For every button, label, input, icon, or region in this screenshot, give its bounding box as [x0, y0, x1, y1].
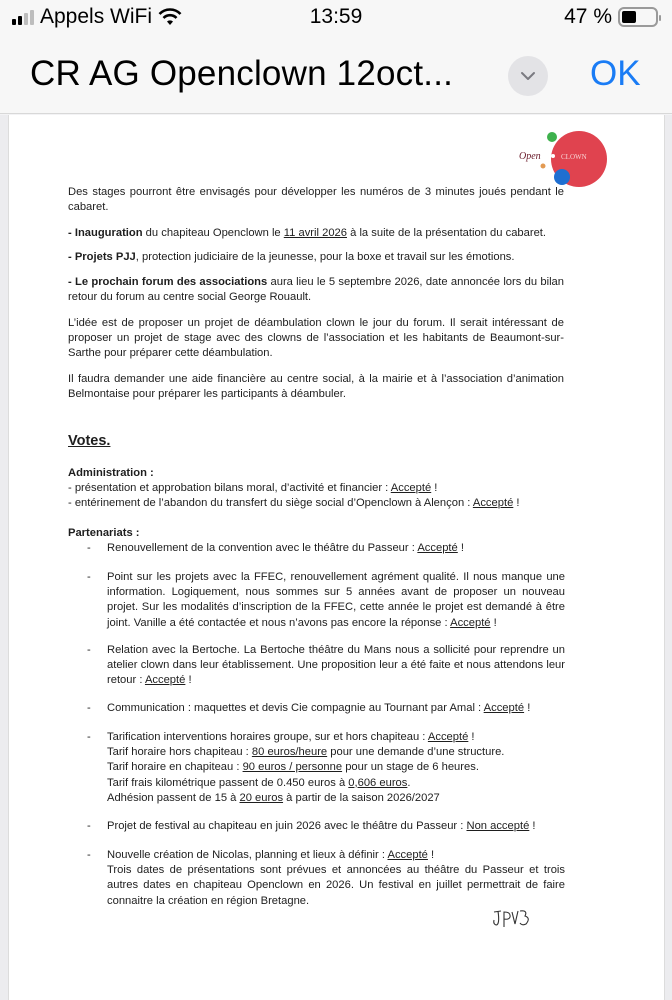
- partenariats-heading: Partenariats :: [68, 527, 140, 539]
- bullet-dash: -: [87, 702, 91, 714]
- votes-heading: Votes.: [68, 433, 111, 449]
- status-bar: [0, 0, 672, 38]
- status-right: [564, 5, 658, 29]
- vote-result: Accepté: [472, 497, 514, 509]
- creation-detail: Trois dates de présentations sont prévues et annoncées au théâtre du Passeur et trois autres dates en chapiteau Openclown en 2026. Un festival en juillet permettrait de faire connaitre la création en région Bretagne.: [107, 864, 565, 907]
- chevron-down-icon: [520, 71, 536, 81]
- forum-paragraph: - Le prochain forum des associations aura lieu le 5 septembre 2026, date annoncée lors du bilan retour du forum au centre social George Rouault.: [68, 276, 565, 304]
- administration-heading: Administration :: [68, 467, 154, 479]
- partenariat-item: Projet de festival au chapiteau en juin 2026 avec le théâtre du Passeur : Non accepté !: [107, 820, 536, 832]
- tarif-line: Adhésion passent de 15 à 20 euros à partir de la saison 2026/2027: [107, 791, 440, 804]
- pjj-paragraph: - Projets PJJ, protection judiciaire de la jeunesse, pour la boxe et travail sur les émotions.: [68, 251, 515, 263]
- tarif-line: Tarif horaire hors chapiteau : 80 euros/heure pour une demande d’une structure.: [107, 746, 505, 759]
- ok-button[interactable]: OK: [590, 54, 641, 93]
- document-title[interactable]: CR AG Openclown 12oct...: [30, 54, 454, 93]
- vote-result: Accepté: [427, 731, 469, 743]
- admin-vote-1: - présentation et approbation bilans moral, d’activité et financier : Accepté !: [68, 482, 438, 494]
- inauguration-paragraph: - Inauguration du chapiteau Openclown le 11 avril 2026 à la suite de la présentation du cabaret.: [68, 227, 547, 239]
- partenariat-item: Communication : maquettes et devis Cie compagnie au Tournant par Amal : Accepté !: [107, 702, 531, 714]
- vote-result: Accepté: [417, 542, 458, 554]
- openclown-logo: [519, 129, 609, 189]
- vote-result: Accepté: [483, 702, 525, 714]
- partenariat-item: Nouvelle création de Nicolas, planning et lieux à définir : Accepté ! Trois dates de présentations sont prévues et annoncées au théâtre du Passeur et trois autres dates en chapiteau Openclown en 2026. Un festival en juillet permettrait de faire connaitre la création en région Bretagne.: [107, 848, 565, 909]
- document-header: [0, 38, 672, 114]
- clock: 13:59: [309, 5, 363, 28]
- bullet-dash: -: [87, 820, 91, 832]
- inauguration-date: 11 avril 2026: [283, 227, 347, 239]
- vote-result: Non accepté: [466, 820, 530, 832]
- bullet-dash: -: [87, 731, 91, 743]
- carrier-label: Appels WiFi: [40, 5, 153, 28]
- tarif-line: Tarif horaire en chapiteau : 90 euros / personne pour un stage de 6 heures.: [107, 761, 479, 774]
- vote-result: Accepté: [144, 674, 186, 687]
- tarif-line: Tarif frais kilométrique passent de 0.450 euros à 0,606 euros.: [107, 776, 411, 789]
- vote-result: Accepté: [390, 482, 432, 494]
- bullet-dash: -: [87, 542, 91, 554]
- idea-paragraph: L’idée est de proposer un projet de déambulation clown le jour du forum. Il serait intéressant de proposer un projet de stage avec des clowns de l’association et les habitants de Beaumont-sur-Sarthe pour préparer cette déambulation.: [68, 317, 564, 360]
- document-viewer[interactable]: [0, 115, 672, 1000]
- partenariat-item: Tarification interventions horaires groupe, sur et hors chapiteau : Accepté ! Tarif horaire hors chapiteau : 80 euros/heure pour une demande d’une structure. Tarif horaire en chapiteau : 90 euros / personne pour un stage de 6 heures. Tarif frais kilométrique passent de 0.450 euros à 0,606 euros. Adhésion passent de 15 à 20 euros à partir de la saison 2026/2027: [107, 730, 565, 806]
- bullet-dash: -: [87, 571, 91, 583]
- funding-paragraph: Il faudra demander une aide financière au centre social, à la mairie et à l’association d’animation Belmontaise pour préparer les participants à déambuler.: [68, 373, 564, 401]
- battery-icon: [618, 7, 658, 27]
- vote-result: Accepté: [387, 849, 428, 861]
- bullet-dash: -: [87, 644, 91, 656]
- battery-percent: 47 %: [564, 5, 612, 28]
- partenariat-item: Relation avec la Bertoche. La Bertoche théâtre du Mans nous a sollicité pour reprendre un atelier clown dans leur établissement. Une proposition leur a été faite et nous attendons leur retour : Accepté !: [107, 644, 565, 687]
- title-menu-button[interactable]: [508, 56, 548, 96]
- svg-text:CLOWN: CLOWN: [561, 153, 587, 161]
- document-page: [8, 115, 665, 1000]
- svg-text:Open: Open: [519, 151, 541, 162]
- signature: [491, 907, 535, 933]
- vote-result: Accepté: [450, 616, 491, 629]
- partenariat-item: Point sur les projets avec la FFEC, renouvellement agrément qualité. Il nous manque une information. Logiquement, nous sommes sur 5 années avant de proposer un nouveau projet. Sur les modalités d’inscription de la FFEC, cette année le projet est demandé à être joint. Vanille a été contactée et nous n’avons pas encore la réponse : Accepté !: [107, 571, 565, 629]
- intro-paragraph: Des stages pourront être envisagés pour développer les numéros de 3 minutes joués pendant le cabaret.: [68, 186, 564, 214]
- bullet-dash: -: [87, 849, 91, 861]
- partenariat-item: Renouvellement de la convention avec le théâtre du Passeur : Accepté !: [107, 542, 464, 554]
- admin-vote-2: - entérinement de l’abandon du transfert du siège social d’Openclown à Alençon : Accepté !: [68, 497, 520, 509]
